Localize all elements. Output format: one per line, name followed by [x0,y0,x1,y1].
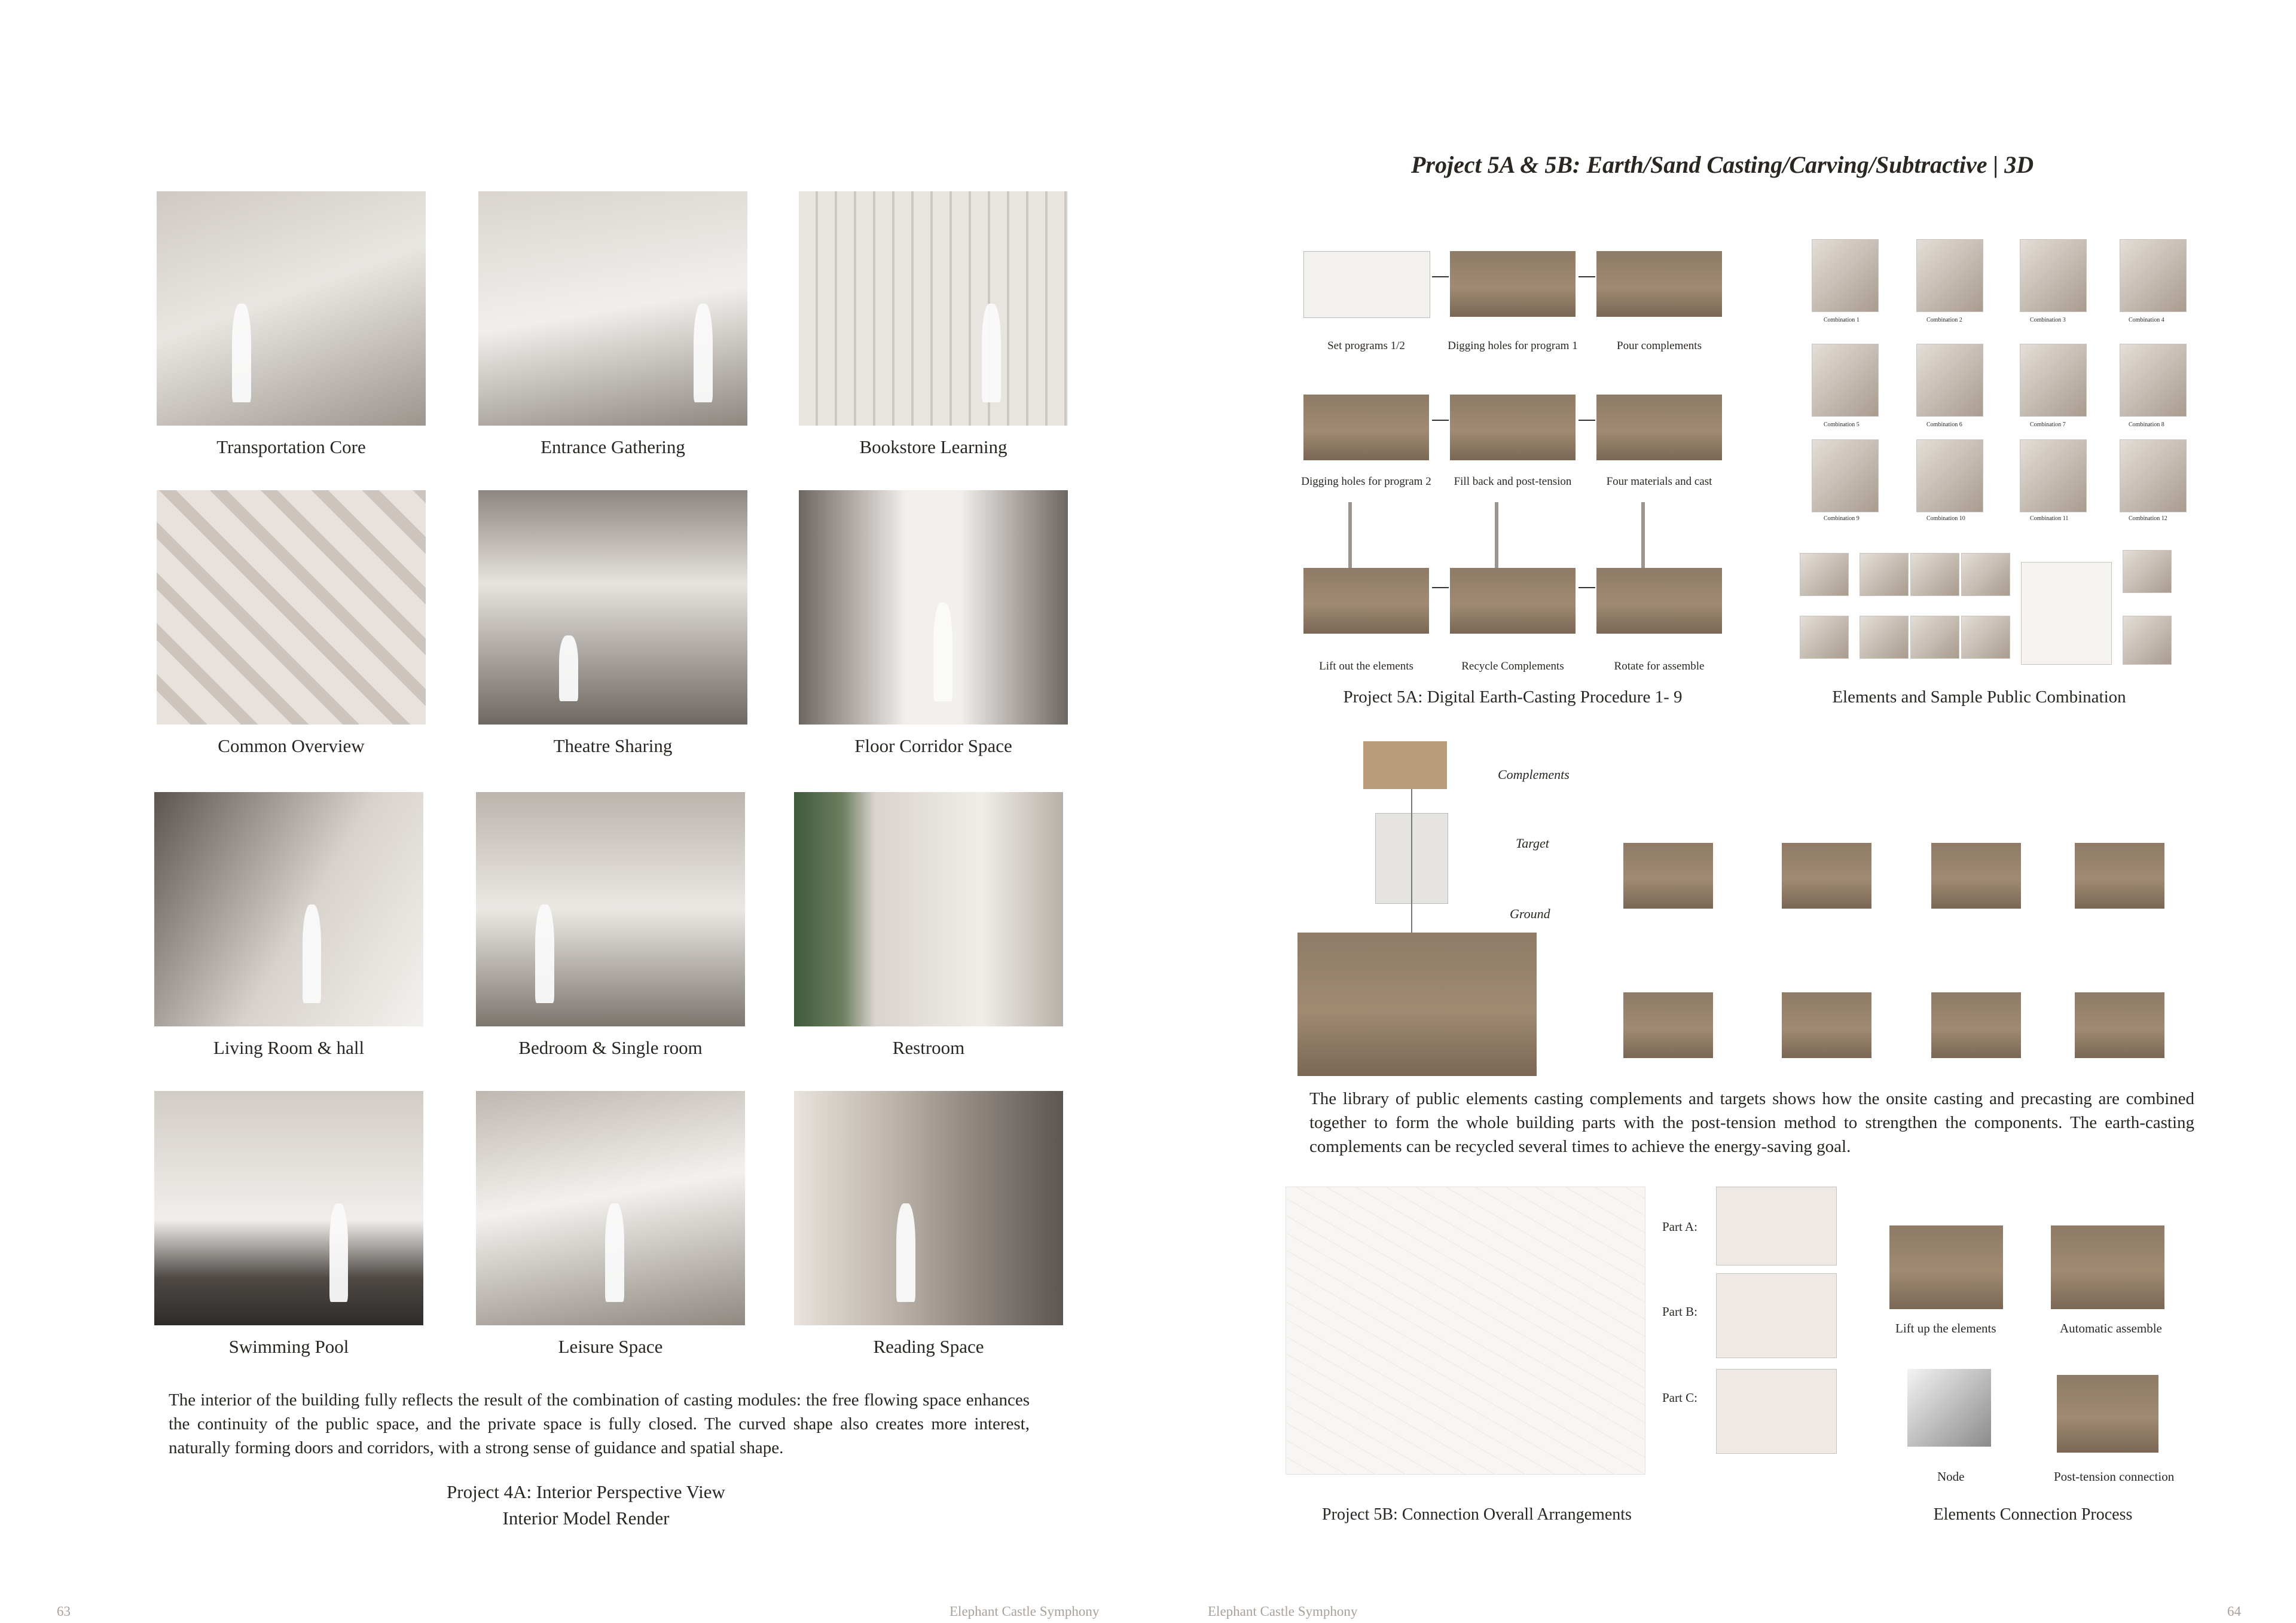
element-sample [1910,616,1959,659]
footer-title-left: Elephant Castle Symphony [949,1604,1100,1619]
procedure-step-label: Lift out the elements [1319,660,1413,673]
procedure-step-label: Digging holes for program 2 [1301,475,1431,488]
procedure-model [1596,395,1722,460]
arrow-icon [1432,420,1449,421]
combination-model [2120,439,2187,512]
connection-step-label: Lift up the elements [1895,1321,1996,1335]
procedure-step-label: Recycle Complements [1461,660,1564,673]
post-tension-model [2057,1375,2158,1453]
casting-model [2075,843,2164,909]
render-caption: Bedroom & Single room [518,1037,703,1058]
part-label: Part C: [1662,1390,1697,1405]
element-sample [1800,553,1849,596]
part-c-drawing [1716,1369,1837,1454]
render-caption: Theatre Sharing [553,735,673,756]
crane-icon [1641,502,1645,568]
element-sample [1860,616,1909,659]
render-swimming-pool [154,1091,423,1325]
render-theatre-sharing [478,490,747,725]
render-living-room-hall [154,792,423,1026]
complements-piece [1363,741,1447,789]
procedure-step-label: Pour complements [1617,340,1702,352]
combination-model [1916,439,1983,512]
combination-model [1812,239,1879,312]
lift-up-model [1889,1225,2003,1309]
combination-label: Combination 1 [1824,317,1860,323]
render-floor-corridor-space [799,490,1068,725]
procedure-model [1450,568,1576,634]
connection-caption: Project 5B: Connection Overall Arrangements [1322,1505,1632,1524]
combination-label: Combination 10 [1926,515,1965,522]
procedure-step-label: Fill back and post-tension [1454,475,1572,488]
procedure-step-label: Digging holes for program 1 [1448,340,1578,352]
combination-model [2020,344,2087,417]
arrow-icon [1578,587,1595,588]
part-b-drawing [1716,1273,1837,1358]
combination-model [2120,239,2187,312]
connection-step-label: Post-tension connection [2054,1469,2175,1484]
render-caption: Leisure Space [558,1336,663,1357]
render-caption: Common Overview [218,735,365,756]
node-detail [1907,1369,1991,1447]
casting-model [1782,992,1871,1058]
casting-model [2075,992,2164,1058]
arrow-icon [1578,276,1595,277]
combination-model [2020,439,2087,512]
element-sample [1961,616,2010,659]
render-caption: Living Room & hall [213,1037,365,1058]
connection-step-label: Node [1937,1469,1965,1484]
procedure-model [1303,395,1429,460]
project-4a-caption: Project 4A: Interior Perspective View [447,1481,725,1502]
procedure-model [1596,251,1722,317]
elements-caption: Elements and Sample Public Combination [1832,687,2126,707]
library-description: The library of public elements casting complements and targets shows how the onsite casting and precasting are combined together to form the whole building parts with the post-tension method to strengthen the components. The earth-casting complements can be recycled several times to achieve the energy-saving goal. [1309,1089,2194,1156]
element-sample [1800,616,1849,659]
page-number-right: 64 [2227,1604,2241,1619]
casting-model [1931,992,2021,1058]
render-caption: Reading Space [873,1336,984,1357]
render-caption: Swimming Pool [228,1336,349,1357]
combination-model [1812,344,1879,417]
combination-label: Combination 8 [2129,421,2164,428]
element-sample-detail [2021,562,2112,665]
procedure-model [1596,568,1722,634]
crane-icon [1348,502,1352,568]
procedure-model [1450,251,1576,317]
casting-model [1623,843,1713,909]
connection-step-label: Automatic assemble [2060,1321,2162,1335]
combination-label: Combination 5 [1824,421,1860,428]
combination-model [2020,239,2087,312]
procedure-step-label: Set programs 1/2 [1327,340,1405,352]
render-entrance-gathering [478,191,747,426]
element-sample [2123,616,2172,665]
combination-label: Combination 11 [2030,515,2069,522]
render-transportation-core [157,191,426,426]
combination-label: Combination 2 [1926,317,1962,323]
page-title: Project 5A & 5B: Earth/Sand Casting/Carving/Subtractive | 3D [1411,151,2034,178]
combination-label: Combination 9 [1824,515,1860,522]
procedure-model [1450,395,1576,460]
procedure-caption: Project 5A: Digital Earth-Casting Procedure 1- 9 [1343,687,1683,707]
arrow-icon [1432,276,1449,277]
label-complements: Complements [1498,767,1570,782]
combination-label: Combination 6 [1926,421,1962,428]
procedure-step-label: Rotate for assemble [1614,660,1705,673]
combination-label: Combination 7 [2030,421,2066,428]
procedure-model [1303,568,1429,634]
combination-model [1916,344,1983,417]
project-4a-subcaption: Interior Model Render [502,1508,670,1529]
procedure-model [1303,251,1430,318]
footer-title-right: Elephant Castle Symphony [1208,1604,1358,1619]
render-caption: Transportation Core [216,436,366,457]
render-caption: Floor Corridor Space [854,735,1012,756]
interior-description: The interior of the building fully reflects the result of the combination of casting modules: the free flowing space enhances the continuity of the public space, and the private space is fully closed. The curved shape also creates more interest, naturally forming doors and corridors, with a strong sense of guidance and spatial shape. [169,1390,1030,1457]
casting-model [1782,843,1871,909]
element-sample [2123,550,2172,593]
process-caption: Elements Connection Process [1933,1505,2133,1524]
element-sample [1910,553,1959,596]
connection-arrangement-drawing [1286,1187,1645,1475]
casting-model [1623,992,1713,1058]
render-caption: Bookstore Learning [859,436,1007,457]
render-common-overview [157,490,426,725]
render-bookstore-learning [799,191,1068,426]
page-number-left: 63 [57,1604,71,1619]
arrow-icon [1578,420,1595,421]
part-label: Part A: [1662,1219,1697,1234]
render-caption: Entrance Gathering [541,436,685,457]
combination-label: Combination 4 [2129,317,2164,323]
render-bedroom-single-room [476,792,745,1026]
combination-model [1812,439,1879,512]
part-a-drawing [1716,1187,1837,1266]
automatic-assemble-model [2051,1225,2164,1309]
element-sample [1860,553,1909,596]
render-leisure-space [476,1091,745,1325]
ground-block [1297,933,1537,1076]
combination-model [1916,239,1983,312]
combination-model [2120,344,2187,417]
casting-model [1931,843,2021,909]
crane-icon [1495,502,1498,568]
procedure-step-label: Four materials and cast [1606,475,1712,488]
arrow-icon [1432,587,1449,588]
render-restroom [794,792,1063,1026]
label-target: Target [1516,836,1549,851]
render-caption: Restroom [892,1037,965,1058]
label-ground: Ground [1510,906,1550,921]
render-reading-space [794,1091,1063,1325]
element-sample [1961,553,2010,596]
combination-label: Combination 12 [2129,515,2167,522]
part-label: Part B: [1662,1304,1697,1319]
combination-label: Combination 3 [2030,317,2066,323]
